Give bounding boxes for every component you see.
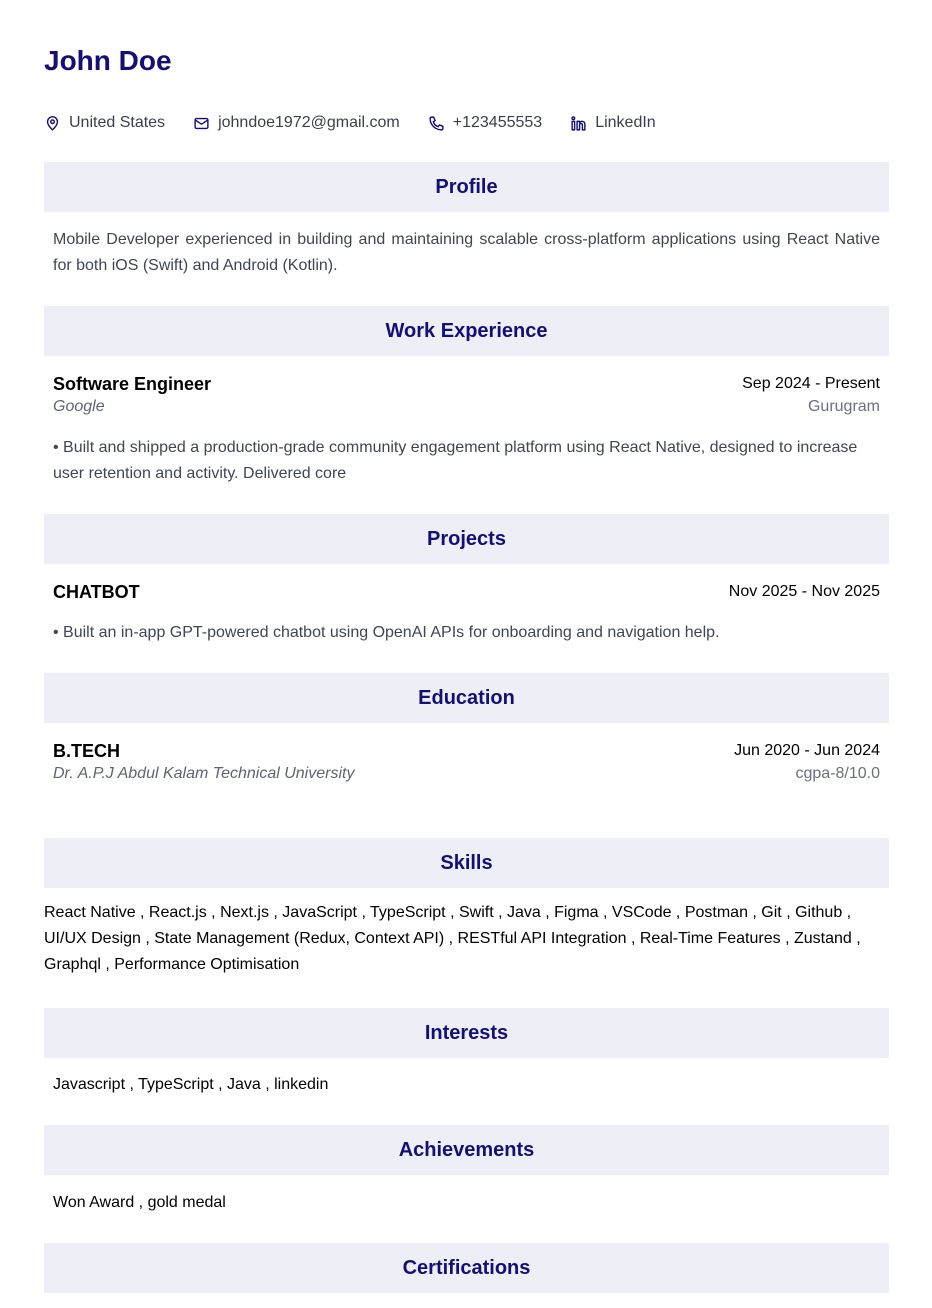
- mail-icon: [193, 115, 210, 132]
- profile-summary: Mobile Developer experienced in building and maintaining scalable cross-platform applications using React Native for both iOS (Swift) and Android (Kotlin).: [53, 231, 880, 274]
- section-work-experience: [44, 306, 889, 356]
- section-title: Skills: [440, 851, 493, 874]
- location-text: United States: [69, 114, 166, 131]
- achievements-list: Won Award , gold medal: [53, 1194, 226, 1211]
- section-title: Interests: [424, 1021, 509, 1044]
- job-description: • Built and shipped a production-grade community engagement platform using React Native, designed to increase user retention and activity. Delivered core: [53, 439, 858, 482]
- section-skills: [44, 838, 889, 888]
- interests-list: Javascript , TypeScript , Java , linkedin: [53, 1076, 329, 1093]
- section-title: Certifications: [402, 1256, 531, 1279]
- education-dates: Jun 2020 - Jun 2024: [734, 742, 880, 759]
- linkedin-icon: [570, 115, 587, 132]
- phone-icon: [428, 115, 445, 132]
- job-dates: Sep 2024 - Present: [742, 375, 880, 392]
- section-profile: [44, 162, 889, 212]
- contact-location: [44, 114, 165, 132]
- skills-list: React Native , React.js , Next.js , JavaScript , TypeScript , Swift , Java , Figma , VSCode , Postman , Git , Github , UI/UX Design , State Management (Redux, Context API) , RESTful API Integration , Real-Time Features , Zustand , Graphql , Performance Optimisation: [44, 904, 861, 973]
- candidate-name: John Doe: [44, 45, 172, 76]
- section-title: Profile: [435, 175, 498, 198]
- section-achievements: [44, 1125, 889, 1175]
- linkedin-link[interactable]: LinkedIn: [595, 114, 656, 131]
- job-location: Gurugram: [807, 398, 880, 415]
- education-entry: [53, 740, 880, 786]
- contact-phone[interactable]: [428, 114, 542, 132]
- email-link[interactable]: johndoe1972@gmail.com: [218, 114, 400, 131]
- work-entry: [53, 373, 880, 419]
- project-title: CHATBOT: [53, 582, 140, 602]
- map-pin-icon: [44, 115, 61, 132]
- contact-row: [44, 112, 684, 134]
- job-title: Software Engineer: [53, 374, 212, 394]
- project-entry: [53, 581, 880, 603]
- phone-link[interactable]: +123455553: [452, 114, 543, 131]
- contact-linkedin[interactable]: [570, 114, 656, 132]
- section-title: Achievements: [398, 1138, 535, 1161]
- company-name: Google: [53, 398, 105, 415]
- section-title: Work Experience: [385, 319, 548, 342]
- section-education: [44, 673, 889, 723]
- school-name: Dr. A.P.J Abdul Kalam Technical University: [53, 765, 355, 782]
- section-certifications: [44, 1243, 889, 1293]
- contact-email[interactable]: [193, 114, 400, 132]
- project-description: • Built an in-app GPT-powered chatbot using OpenAI APIs for onboarding and navigation help.: [53, 624, 720, 641]
- project-dates: Nov 2025 - Nov 2025: [728, 583, 880, 600]
- section-interests: [44, 1008, 889, 1058]
- degree: B.TECH: [53, 741, 120, 761]
- section-projects: [44, 514, 889, 564]
- section-title: Projects: [427, 527, 506, 550]
- section-title: Education: [418, 686, 515, 709]
- education-grade: cgpa-8/10.0: [795, 765, 880, 782]
